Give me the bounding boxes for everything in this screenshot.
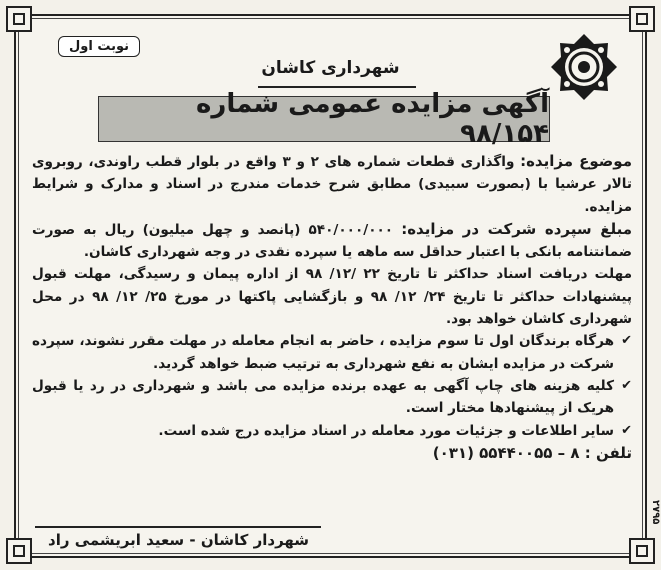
corner-ornament [6,6,32,32]
round-badge: نوبت اول [58,36,140,57]
divider [258,86,416,88]
bullet-text: هرگاه برندگان اول تا سوم مزایده ، حاضر به انجام معامله در مهلت مقرر نشوند، سپرده شرکت در مزایده ایشان به نفع شهرداری به ترتیب ضبط خواهد گردید. [32,333,614,372]
subject-text: واگذاری قطعات شماره های ۲ و ۳ واقع در بلوار قطب راوندی، روبروی تالار عرشیا با (بصورت سبیدی) مطابق شرح خدمات مندرج در اسناد و مدارک و شرایط مزایده. [32,154,632,215]
corner-ornament [629,6,655,32]
bullet-text: سایر اطلاعات و جزئیات مورد معامله در اسناد مزایده درج شده است. [158,422,614,439]
ad-title: آگهی مزایده عمومی شماره ۹۸/۱۵۴ [98,96,550,142]
corner-ornament [629,538,655,564]
deadline-paragraph: مهلت دریافت اسناد حداکثر تا تاریخ ۲۲ /۱۲/ ۹۸ از اداره پیمان و رسیدگی، مهلت قبول پیشنهادات حداکثر تا تاریخ ۲۴/ ۱۲/ ۹۸ و بازگشایی پاکتها در مورخ ۲۵/ ۱۲/ ۹۸ در محل شهرداری کاشان خواهد بود. [32,266,632,328]
bullet-item [32,330,632,375]
check-icon: ✔ [621,377,632,393]
divider [35,526,321,528]
deposit-text: ۵۴۰/۰۰۰/۰۰۰ (پانصد و چهل میلیون) ریال به صورت ضمانتنامه بانکی با اعتبار حداقل سه ماهه یا سپرده نقدی در وجه شهرداری کاشان. [32,221,632,261]
bullet-item [32,375,632,420]
side-code: ۲۷۹۵ [650,500,661,525]
ad-body [32,150,632,464]
deposit-paragraph [32,218,632,264]
check-icon: ✔ [621,422,632,438]
deposit-label: مبلغ سپرده شرکت در مزایده: [401,219,632,238]
city-name: شهرداری کاشان [261,58,400,78]
mayor-signature: شهردار کاشان - سعید ابریشمی راد [48,531,310,549]
bullet-item [32,420,632,442]
check-icon: ✔ [621,333,632,349]
phone-number: تلفن : ۸ – ۵۵۴۴۰۰۵۵ (۰۳۱) [432,443,632,462]
bullet-text: کلیه هزینه های چاپ آگهی به عهده برنده مزایده می باشد و شهرداری در رد یا قبول هریک از پیشنهادها مختار است. [32,377,614,417]
subject-label: موضوع مزایده: [520,152,632,170]
subject-paragraph [32,150,632,218]
corner-ornament [6,538,32,564]
